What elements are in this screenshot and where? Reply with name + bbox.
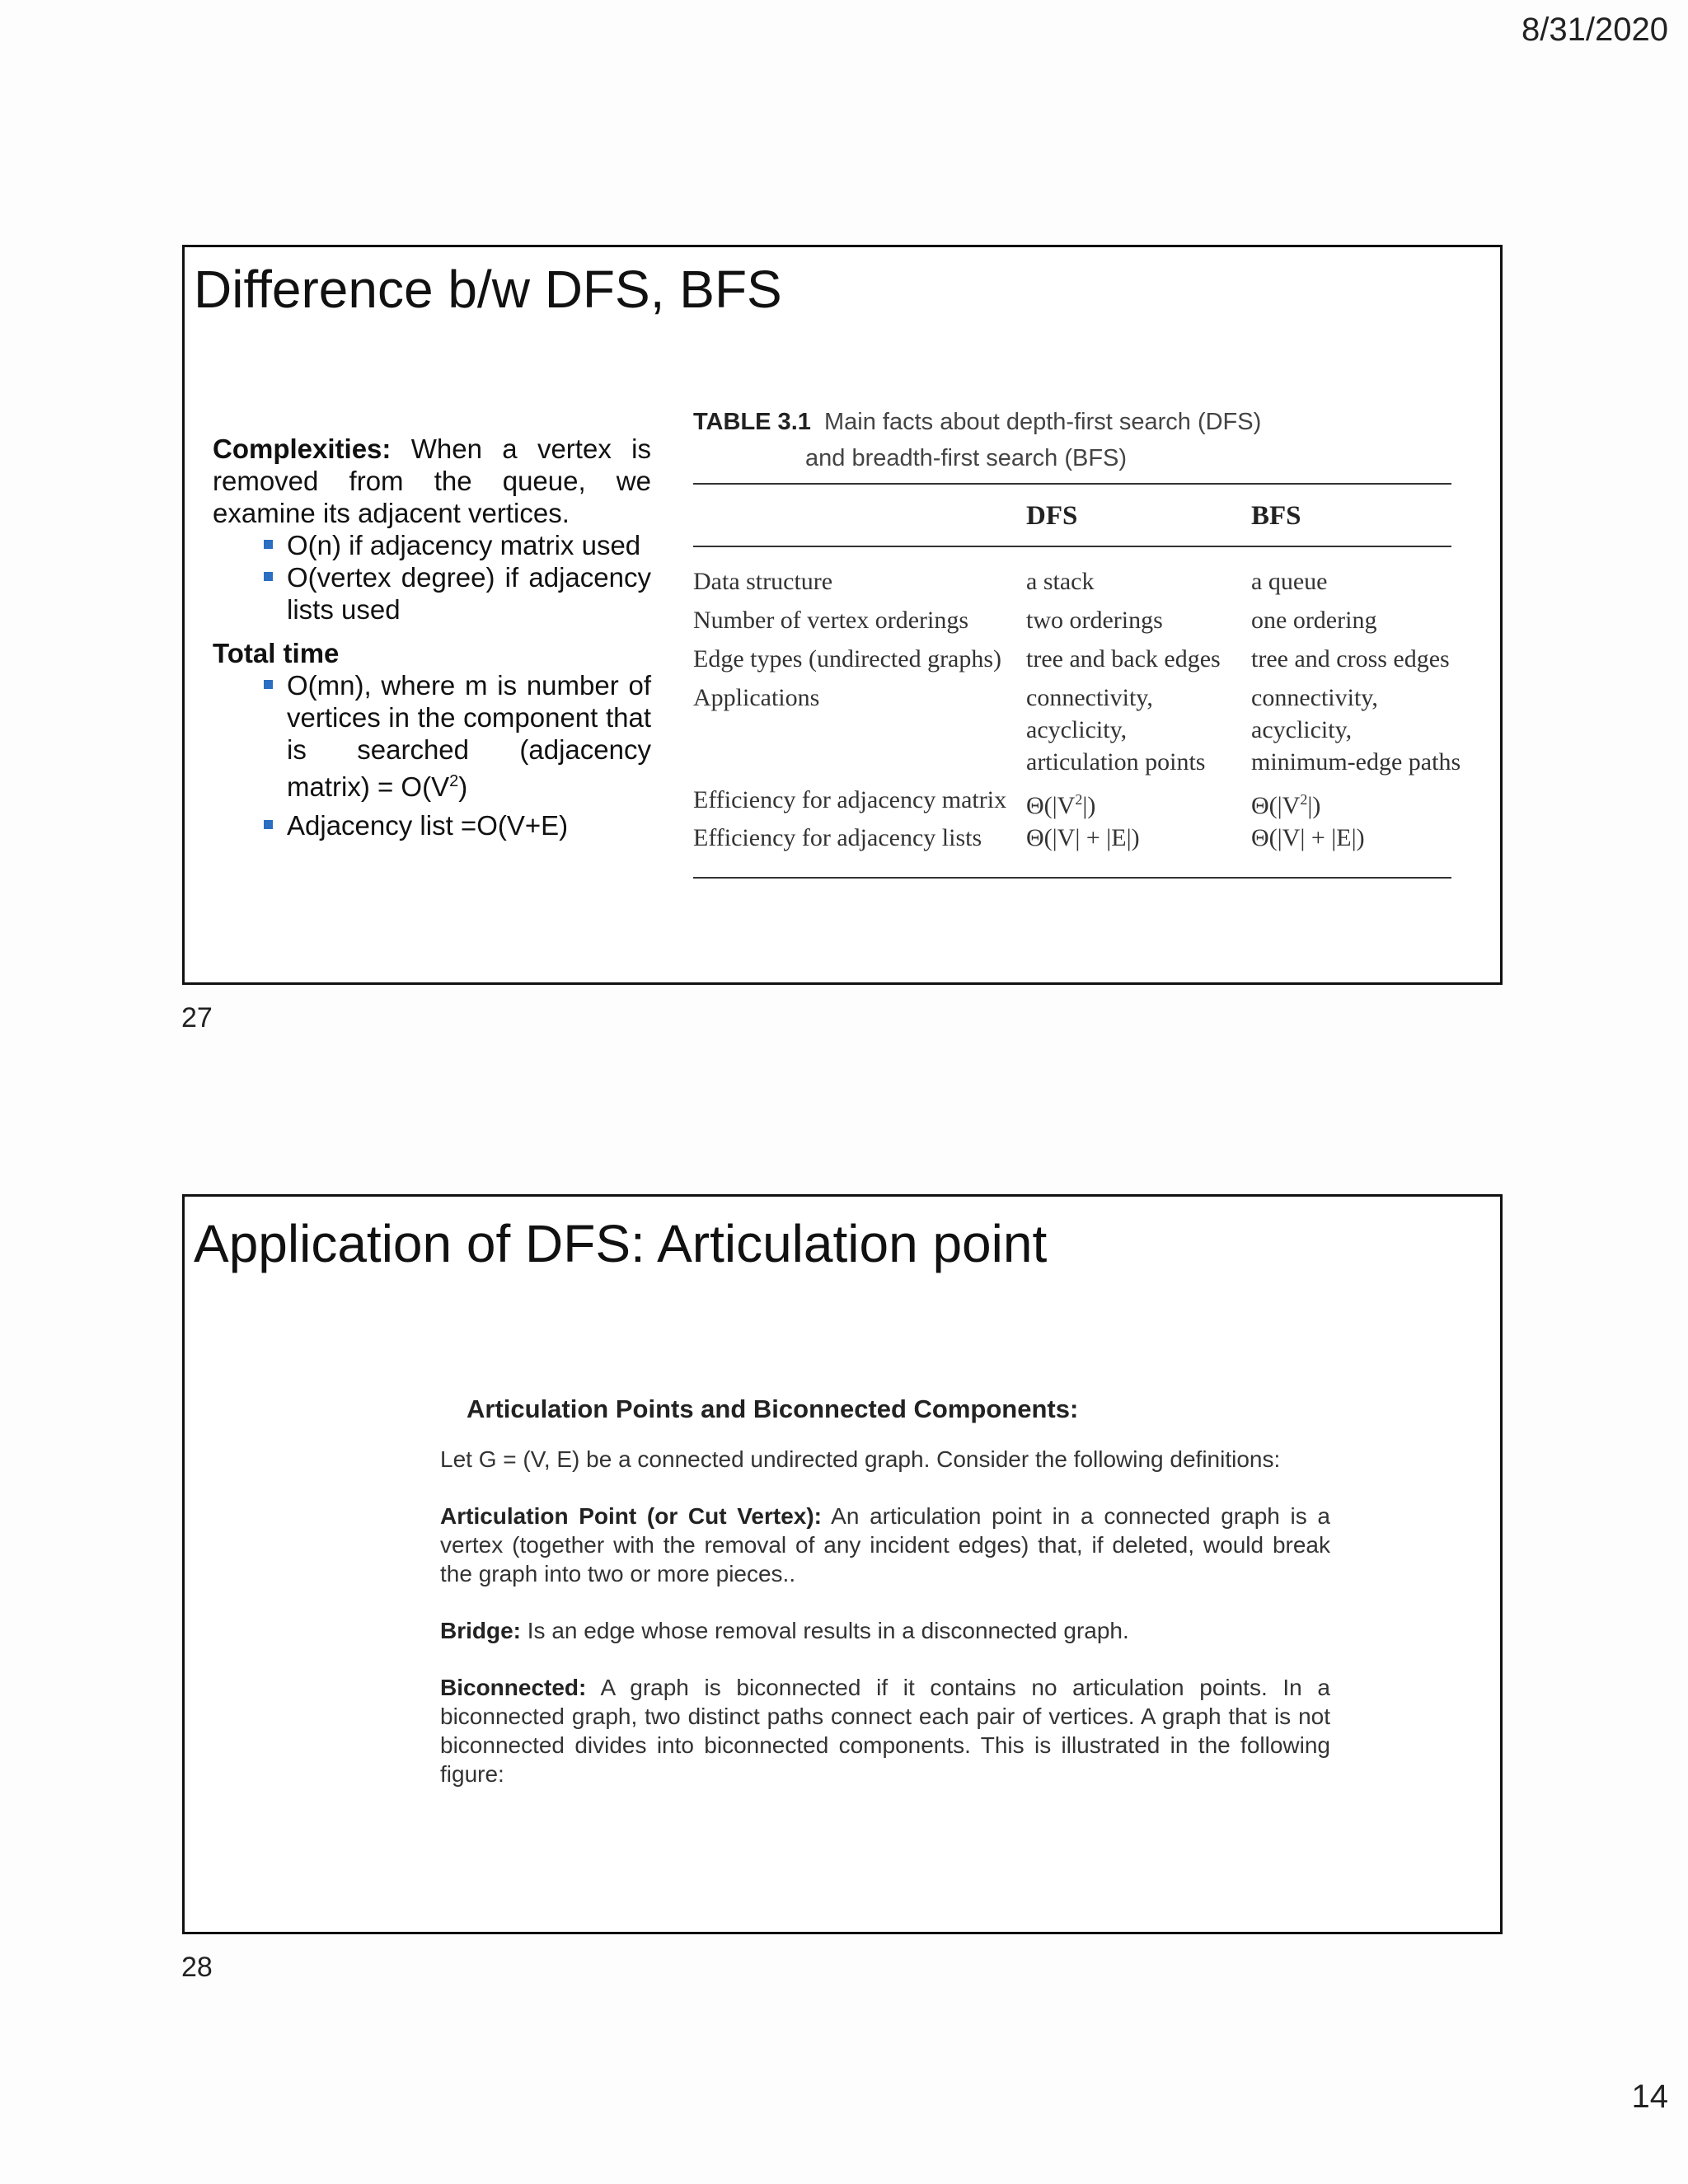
complexities-label: Complexities: bbox=[213, 434, 392, 464]
header-dfs: DFS bbox=[1026, 501, 1078, 531]
table-number: TABLE 3.1 bbox=[693, 409, 811, 435]
bullet-item: O(n) if adjacency matrix used bbox=[287, 529, 651, 561]
cell-line: acyclicity, bbox=[1026, 716, 1128, 743]
definition-text: A graph is biconnected if it contains no articulation points. In a biconnected graph, two distinct paths connect each pair of vertices. A graph that is not biconnected divides into biconnected components. This is illustrated in the following figure: bbox=[440, 1675, 1330, 1787]
cell-dfs bbox=[1026, 682, 1205, 778]
cell-line: connectivity, bbox=[1026, 684, 1153, 711]
articulation-content bbox=[440, 1394, 1330, 1816]
definition-biconnected bbox=[440, 1673, 1330, 1788]
cell-dfs: a stack bbox=[1026, 568, 1095, 595]
superscript: 2 bbox=[1075, 791, 1083, 808]
row-label: Number of vertex orderings bbox=[693, 607, 969, 634]
cell-text: Θ(|V bbox=[1026, 792, 1076, 819]
definition-text: Is an edge whose removal results in a disconnected graph. bbox=[521, 1618, 1129, 1643]
cell-bfs bbox=[1251, 682, 1461, 778]
definition-term: Biconnected: bbox=[440, 1675, 587, 1700]
definition-text: An articulation point in a connected graph is a vertex (together with the removal of any incident edges) that, if deleted, would break the graph into two or more pieces.. bbox=[440, 1503, 1331, 1586]
cell-line: connectivity, bbox=[1251, 684, 1378, 711]
slide-number: 27 bbox=[181, 1002, 213, 1033]
slide-title: Application of DFS: Articulation point bbox=[194, 1214, 1048, 1273]
cell-line: acyclicity, bbox=[1251, 716, 1353, 743]
row-label: Efficiency for adjacency lists bbox=[693, 824, 982, 851]
dfs-bfs-table bbox=[693, 404, 1468, 851]
table-bottom-rule bbox=[693, 877, 1451, 879]
total-time-label: Total time bbox=[213, 638, 340, 668]
definition-bridge bbox=[440, 1616, 1330, 1645]
definition-term: Bridge: bbox=[440, 1618, 521, 1643]
section-heading: Articulation Points and Biconnected Components: bbox=[467, 1394, 1079, 1423]
bullet-text: O(mn), where m is number of vertices in the component that is searched (adjacency matrix) = O(V bbox=[287, 670, 651, 802]
cell-dfs: Θ(|V| + |E|) bbox=[1026, 824, 1140, 851]
cell-text: Θ(|V bbox=[1251, 792, 1301, 819]
cell-bfs bbox=[1251, 784, 1320, 822]
cell-text-end: |) bbox=[1307, 792, 1321, 819]
total-time-bullets bbox=[213, 669, 651, 841]
intro-paragraph: Let G = (V, E) be a connected undirected graph. Consider the following definitions: bbox=[440, 1446, 1281, 1472]
superscript: 2 bbox=[449, 772, 459, 790]
cell-bfs: a queue bbox=[1251, 568, 1328, 595]
bullet-item: O(vertex degree) if adjacency lists used bbox=[287, 562, 651, 625]
table-caption bbox=[693, 404, 1261, 476]
cell-line: minimum-edge paths bbox=[1251, 748, 1461, 776]
slide-28 bbox=[182, 1194, 1503, 1934]
row-label: Edge types (undirected graphs) bbox=[693, 645, 1002, 673]
cell-line: articulation points bbox=[1026, 748, 1206, 776]
table-caption-line1: Main facts about depth-first search (DFS) bbox=[824, 409, 1262, 435]
row-label: Applications bbox=[693, 684, 820, 711]
slide-number: 28 bbox=[181, 1952, 213, 1983]
superscript: 2 bbox=[1300, 791, 1308, 808]
table-caption-line2: and breadth-first search (BFS) bbox=[805, 445, 1128, 471]
cell-dfs bbox=[1026, 784, 1095, 822]
cell-bfs: tree and cross edges bbox=[1251, 645, 1450, 673]
header-bfs: BFS bbox=[1251, 501, 1301, 531]
cell-dfs: tree and back edges bbox=[1026, 645, 1221, 673]
complexities-text-block bbox=[213, 433, 651, 841]
complexities-paragraph bbox=[213, 433, 651, 529]
table-top-rule bbox=[693, 483, 1451, 485]
cell-text-end: |) bbox=[1082, 792, 1096, 819]
bullet-text-end: ) bbox=[458, 771, 468, 802]
cell-bfs: one ordering bbox=[1251, 607, 1377, 634]
definition-articulation-point bbox=[440, 1502, 1330, 1588]
bullet-item: Adjacency list =O(V+E) bbox=[287, 809, 651, 841]
complexities-text: When a vertex is removed from the queue, we examine its adjacent vertices. bbox=[213, 434, 651, 528]
cell-dfs: two orderings bbox=[1026, 607, 1163, 634]
complexity-bullets bbox=[213, 529, 651, 626]
page-number: 14 bbox=[1631, 2079, 1668, 2115]
cell-bfs: Θ(|V| + |E|) bbox=[1251, 824, 1365, 851]
slide-title: Difference b/w DFS, BFS bbox=[194, 260, 782, 319]
row-label: Efficiency for adjacency matrix bbox=[693, 786, 1007, 813]
definition-term: Articulation Point (or Cut Vertex): bbox=[440, 1503, 822, 1529]
slide-27 bbox=[182, 245, 1503, 985]
table-header-rule bbox=[693, 546, 1451, 547]
bullet-item bbox=[287, 669, 651, 803]
date-stamp: 8/31/2020 bbox=[1522, 12, 1668, 48]
row-label: Data structure bbox=[693, 568, 833, 595]
